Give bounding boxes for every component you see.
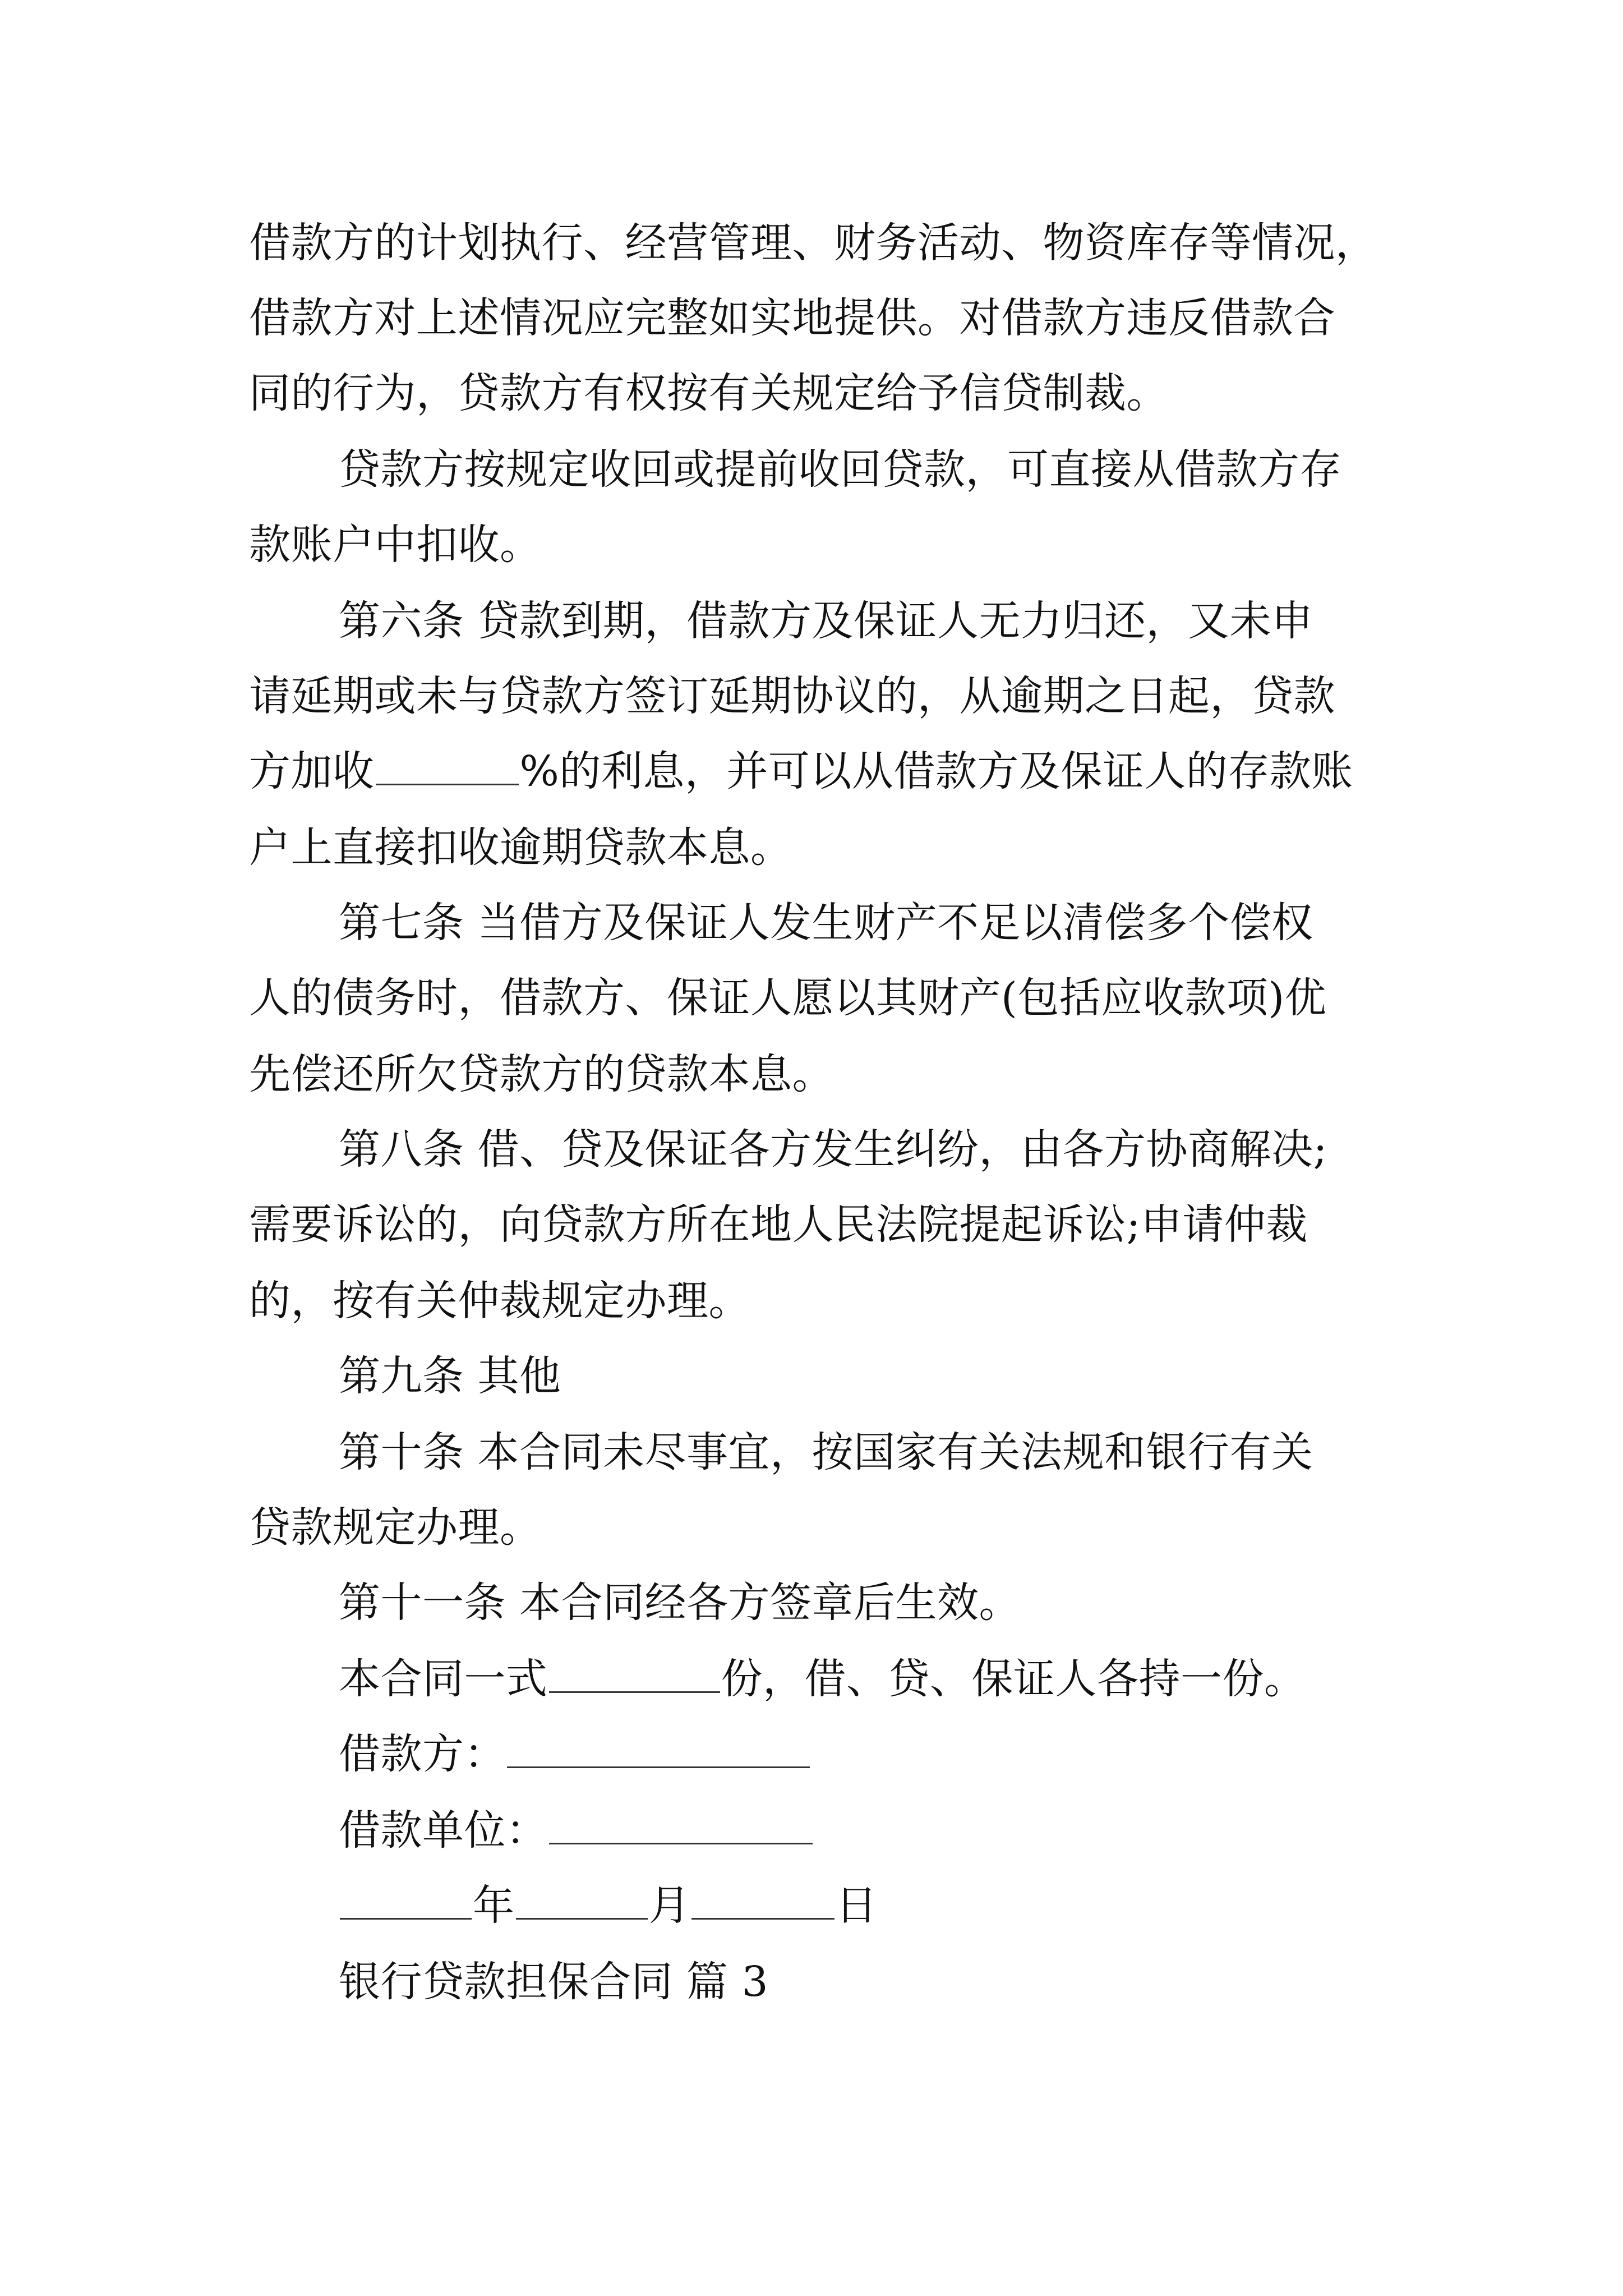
text-line: 先偿还所欠贷款方的贷款本息。 — [249, 1050, 834, 1098]
month-blank[interactable] — [516, 1883, 648, 1920]
text-line: 同的行为，贷款方有权按有关规定给予信贷制裁。 — [249, 369, 1168, 417]
section-title: 银行贷款担保合同 篇 3 — [339, 1958, 769, 2006]
day-label: 日 — [836, 1881, 878, 1930]
borrower-label: 借款方： — [339, 1730, 506, 1778]
year-label: 年 — [473, 1881, 515, 1930]
article-9-heading-line: 第九条 其他 — [339, 1352, 561, 1400]
paragraph-start-line: 贷款方按规定收回或提前收回贷款，可直接从借款方存 — [339, 445, 1341, 494]
day-blank[interactable] — [691, 1883, 834, 1920]
borrowing-unit-blank[interactable] — [549, 1808, 813, 1844]
copies-count-blank[interactable] — [549, 1657, 720, 1693]
text-line: 户上直接扣收逾期贷款本息。 — [249, 823, 792, 872]
article-7-heading-line: 第七条 当借方及保证人发生财产不足以清偿多个偿权 — [339, 899, 1313, 947]
text-line: 款账户中扣收。 — [249, 521, 542, 569]
text-segment: 份，借、贷、保证人各持一份。 — [721, 1655, 1306, 1703]
borrowing-unit-line — [339, 1800, 814, 1861]
text-line: 人的债务时，借款方、保证人愿以其财产(包括应收款项)优 — [249, 974, 1327, 1022]
interest-rate-blank[interactable] — [376, 749, 519, 785]
borrower-blank[interactable] — [507, 1732, 810, 1768]
month-label: 月 — [648, 1881, 690, 1930]
year-blank[interactable] — [340, 1883, 472, 1920]
copies-line — [339, 1648, 1306, 1710]
borrowing-unit-label: 借款单位： — [339, 1806, 548, 1855]
text-line: 借款方的计划执行、经营管理、财务活动、物资库存等情况， — [249, 219, 1377, 267]
text-segment: %的利息，并可以从借款方及保证人的存款账 — [519, 747, 1353, 795]
borrower-signature-line — [339, 1723, 811, 1785]
text-segment: 本合同一式 — [339, 1655, 548, 1703]
text-line: 贷款规定办理。 — [249, 1503, 542, 1552]
interest-rate-line — [249, 740, 1353, 802]
text-line: 需要诉讼的，向贷款方所在地人民法院提起诉讼;申请仲裁 — [249, 1200, 1308, 1249]
text-line: 请延期或未与贷款方签订延期协议的，从逾期之日起，贷款 — [249, 672, 1335, 720]
article-10-heading-line: 第十条 本合同未尽事宜，按国家有关法规和银行有关 — [339, 1428, 1313, 1476]
text-line: 借款方对上述情况应完整如实地提供。对借款方违反借款合 — [249, 294, 1335, 342]
text-line: 的，按有关仲裁规定办理。 — [249, 1277, 750, 1325]
date-line — [339, 1875, 878, 1936]
article-8-heading-line: 第八条 借、贷及保证各方发生纠纷，由各方协商解决; — [339, 1125, 1327, 1174]
text-segment: 方加收 — [249, 747, 375, 795]
article-6-heading-line: 第六条 贷款到期，借款方及保证人无力归还，又未申 — [339, 597, 1313, 645]
article-11-heading-line: 第十一条 本合同经各方签章后生效。 — [339, 1579, 1021, 1627]
